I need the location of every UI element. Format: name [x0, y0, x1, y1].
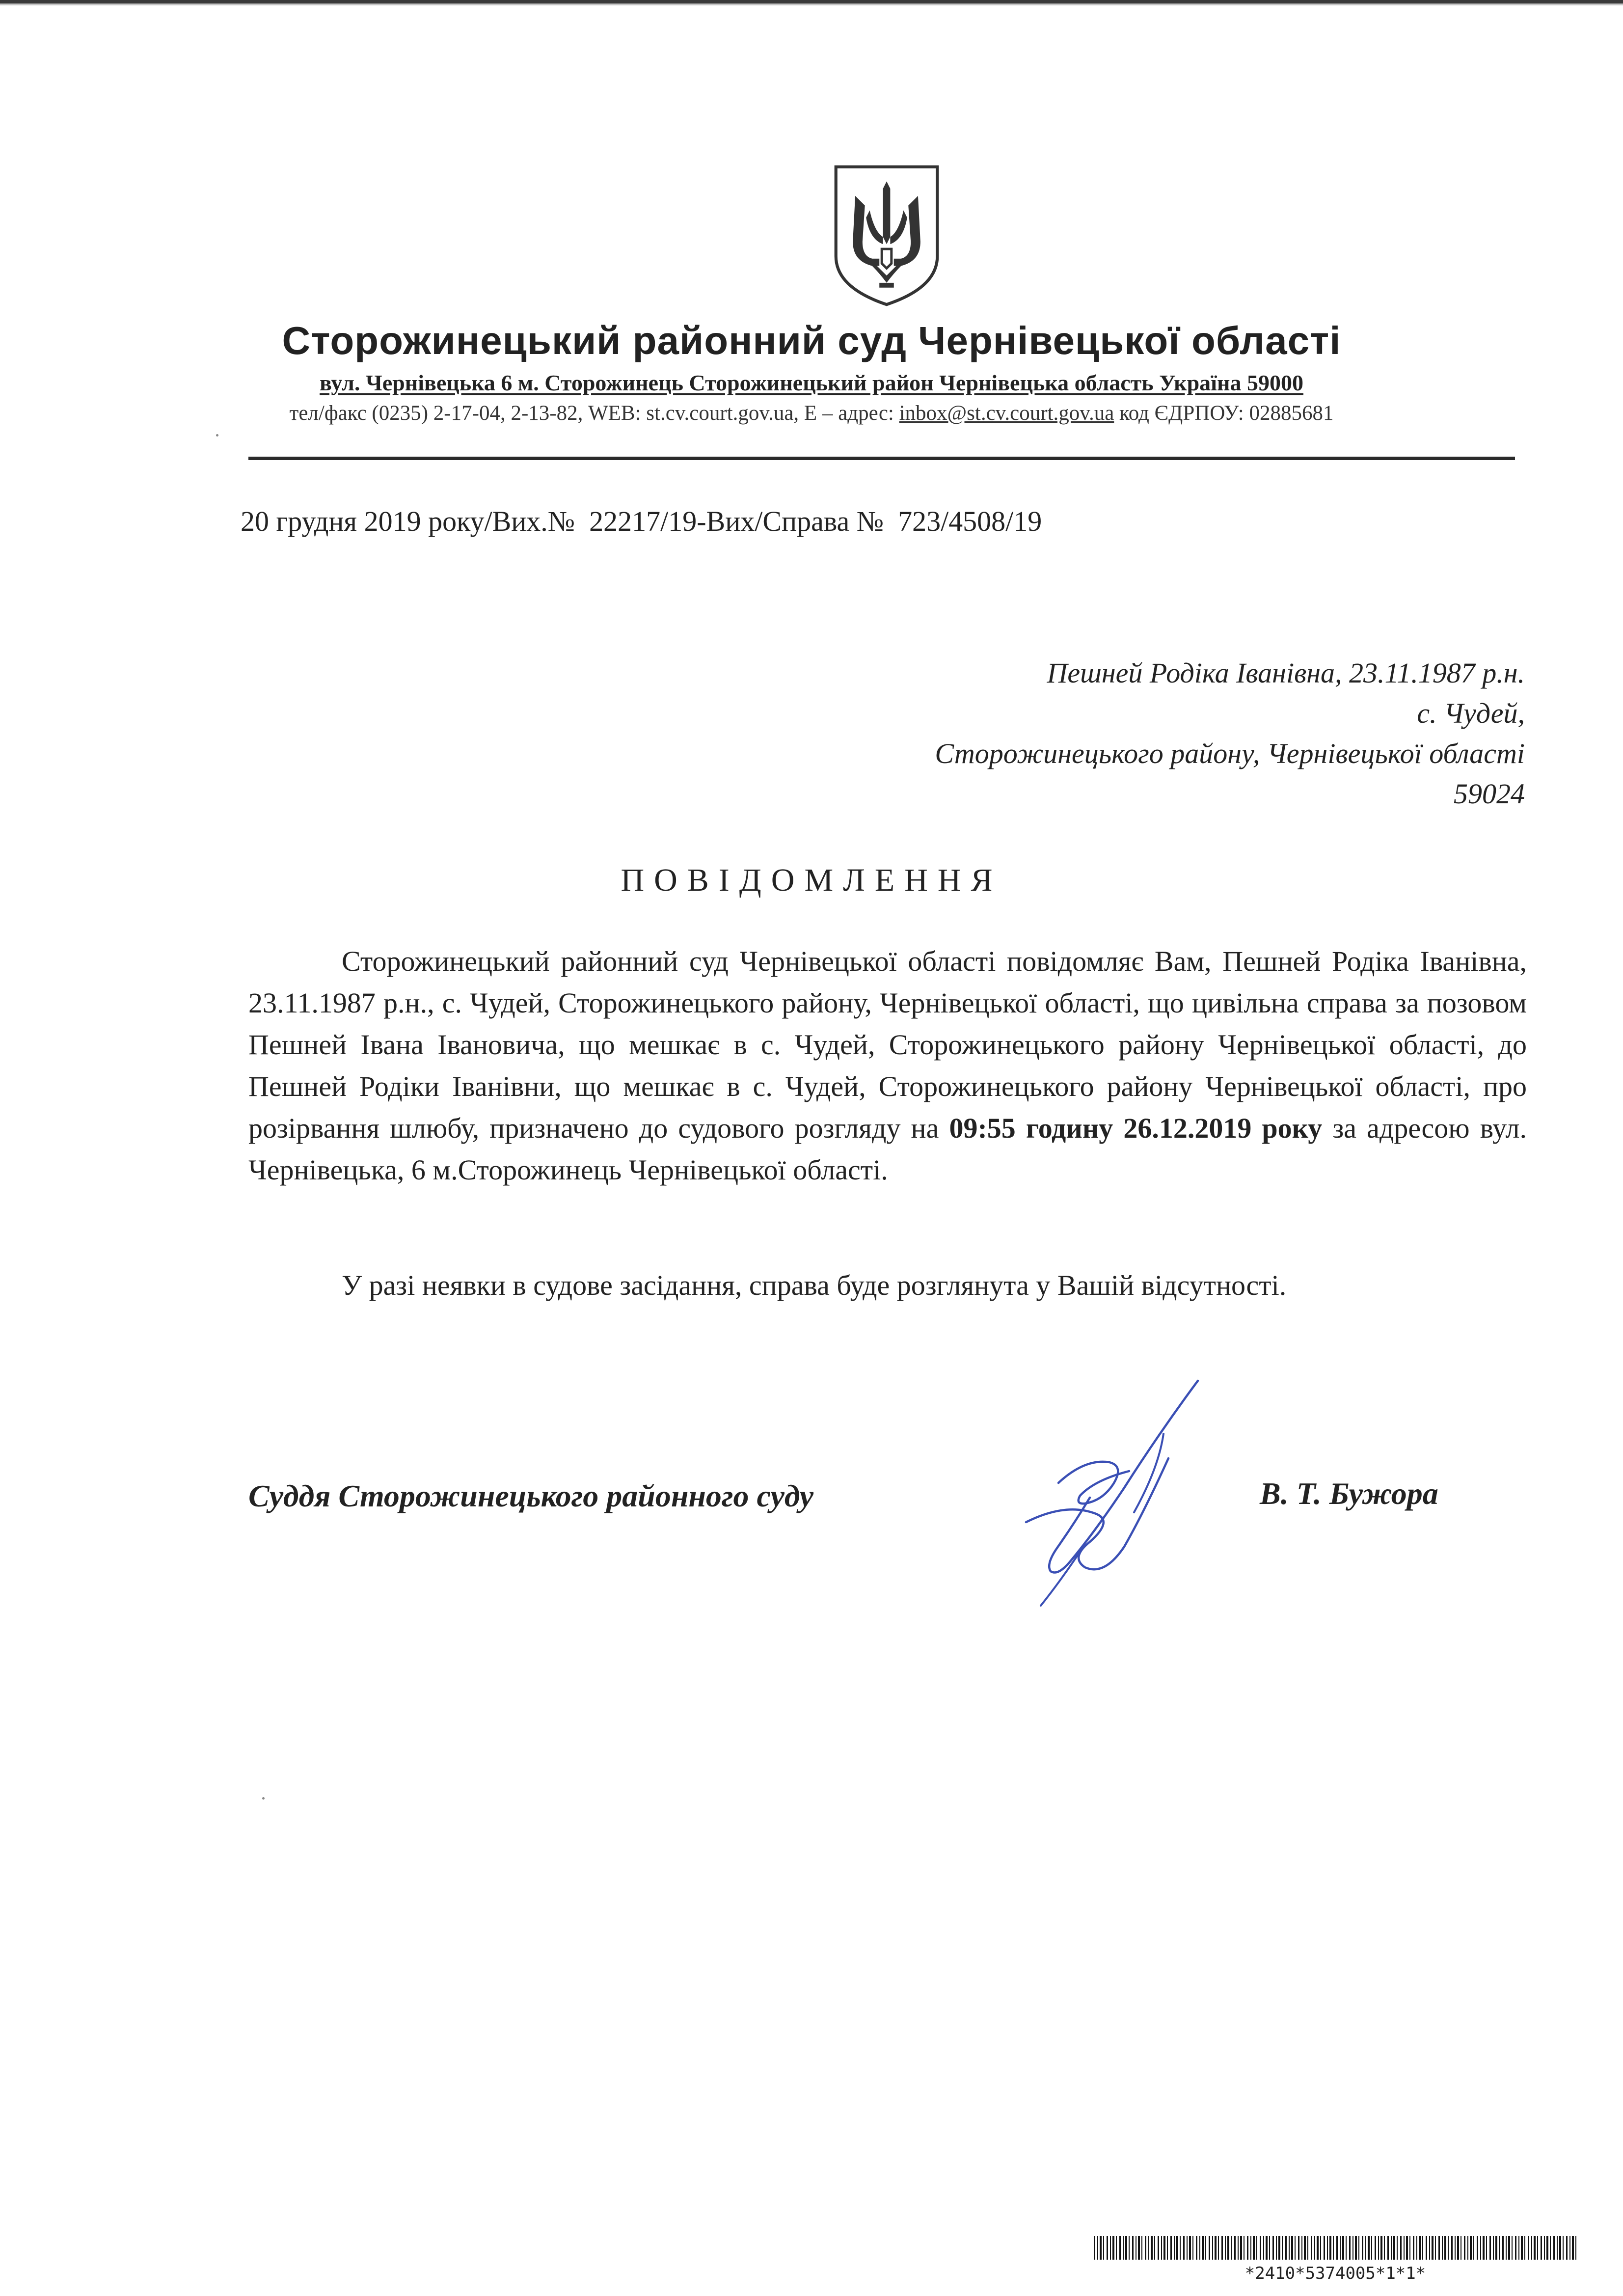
scan-speck: [262, 1797, 265, 1800]
scan-speck: [216, 434, 218, 437]
court-address: вул. Чернівецька 6 м. Сторожинець Сторожинецький район Чернівецька область Україна 59000: [320, 370, 1303, 395]
outgoing-reference: 20 грудня 2019 року/Вих.№ 22217/19-Вих/Справа № 723/4508/19: [241, 505, 1042, 537]
scan-top-edge: [0, 0, 1623, 3]
notice-text: Сторожинецький районний суд Чернівецької області повідомляє Вам, Пешней Родіка Іванівна, 23.11.1987 р.н., с. Чудей, Сторожинецького району, Чернівецької області, що цивільна справа за позовом Пешней Івана Івановича, що мешкає в с. Чудей, Сторожинецького району Чернівецької області, до Пешней Родіки Іванівни, що мешкає в с. Чудей, Сторожинецького району Чернівецької області, про розірвання шлюбу, призначено до судового розгляду на: [248, 945, 1527, 1144]
handwritten-signature: [1011, 1375, 1237, 1611]
judge-position: Суддя Сторожинецького районного суду: [248, 1478, 814, 1513]
notice-paragraph: [248, 940, 1527, 1191]
coat-of-arms-icon: [826, 162, 947, 309]
addressee-block: [641, 653, 1525, 814]
document-heading: ПОВІДОМЛЕННЯ: [621, 862, 1002, 898]
hearing-datetime: 09:55 годину 26.12.2019 року: [949, 1112, 1323, 1144]
barcode-number: *2410*5374005*1*1*: [1244, 2264, 1426, 2283]
scan-top-shadow: [0, 3, 1623, 6]
header-divider: [248, 457, 1515, 460]
addressee-name: Пешней Родіка Іванівна, 23.11.1987 р.н.: [1047, 657, 1525, 689]
document-barcode: [1094, 2236, 1577, 2260]
court-name: Сторожинецький районний суд Чернівецької області: [282, 319, 1341, 362]
addressee-region: Сторожинецького району, Чернівецької області: [935, 738, 1525, 769]
judge-name: В. Т. Бужора: [1260, 1476, 1438, 1511]
court-contacts: [0, 401, 1623, 425]
contacts-suffix: код ЄДРПОУ: 02885681: [1114, 402, 1334, 425]
addressee-village: с. Чудей,: [1417, 697, 1525, 729]
addressee-postcode: 59024: [1454, 778, 1525, 810]
hearing-address: за адресою вул. Чернівецька, 6 м.Сторожинець Чернівецької області.: [248, 1112, 1527, 1186]
contacts-prefix: тел/факс (0235) 2-17-04, 2-13-82, WEB: st.cv.court.gov.ua, E – адрес:: [289, 402, 899, 425]
absence-paragraph: У разі неявки в судове засідання, справа буде розглянута у Вашій відсутності.: [342, 1269, 1287, 1301]
court-email: inbox@st.cv.court.gov.ua: [899, 402, 1114, 425]
